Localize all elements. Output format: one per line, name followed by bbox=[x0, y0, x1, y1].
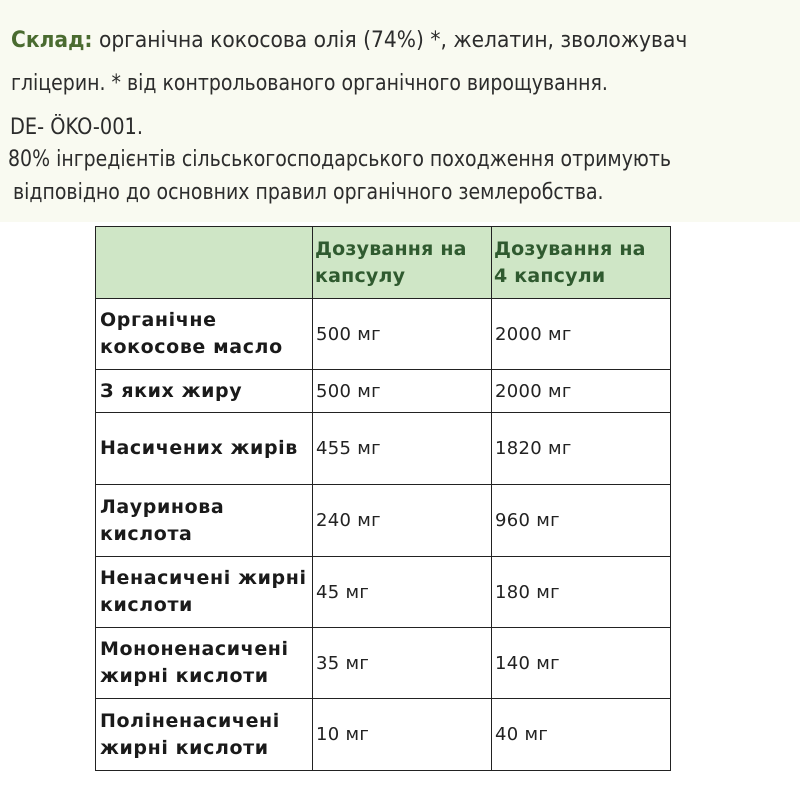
composition-line-4: 80% інгредієнтів сільськогосподарського походження отримують bbox=[8, 147, 672, 172]
row-label: Насичених жирів bbox=[100, 437, 298, 459]
table-row bbox=[96, 413, 671, 485]
per-capsule-cell bbox=[313, 299, 492, 370]
row-label-cell bbox=[96, 628, 313, 699]
header-per-capsule bbox=[313, 227, 492, 299]
row-label: Лауринова кислота bbox=[100, 495, 225, 545]
per-4-capsules-value: 2000 мг bbox=[495, 323, 572, 345]
row-label: Поліненасичені жирні кислоти bbox=[100, 709, 280, 759]
per-4-capsules-value: 2000 мг bbox=[495, 380, 572, 402]
certification-code: DE- ÖKO-001. bbox=[10, 115, 144, 140]
row-label: З яких жиру bbox=[100, 379, 243, 402]
table-row bbox=[96, 699, 671, 771]
per-capsule-value: 500 мг bbox=[316, 323, 381, 345]
table-row bbox=[96, 485, 671, 557]
table-row bbox=[96, 370, 671, 413]
row-label-cell bbox=[96, 557, 313, 628]
row-label: Ненасичені жирні кислоти bbox=[100, 567, 307, 616]
row-label-cell bbox=[96, 413, 313, 485]
per-4-capsules-value: 40 мг bbox=[495, 724, 549, 745]
row-label-cell bbox=[96, 299, 313, 370]
table-row bbox=[96, 299, 671, 370]
composition-text-1: органічна кокосова олія (74%) *, желатин, зволожувач bbox=[92, 28, 688, 53]
per-4-capsules-cell bbox=[492, 370, 671, 413]
per-capsule-cell bbox=[313, 485, 492, 557]
per-capsule-cell bbox=[313, 628, 492, 699]
header-empty-cell bbox=[96, 227, 313, 299]
per-4-capsules-cell bbox=[492, 699, 671, 771]
composition-line-2: гліцерин. * від контрольованого органічного вирощування. bbox=[11, 71, 608, 96]
per-capsule-value: 455 мг bbox=[316, 438, 381, 459]
composition-label: Склад: bbox=[11, 28, 93, 53]
dosage-table bbox=[95, 226, 671, 771]
header-per-4-capsules bbox=[492, 227, 671, 299]
per-4-capsules-value: 1820 мг bbox=[495, 438, 572, 459]
per-4-capsules-cell bbox=[492, 557, 671, 628]
per-capsule-value: 35 мг bbox=[316, 652, 370, 674]
table-row bbox=[96, 628, 671, 699]
per-capsule-cell bbox=[313, 413, 492, 485]
table-row bbox=[96, 557, 671, 628]
composition-panel bbox=[0, 0, 800, 222]
per-capsule-value: 240 мг bbox=[316, 510, 381, 531]
table-header-row bbox=[96, 227, 671, 299]
per-capsule-cell bbox=[313, 370, 492, 413]
header-per-4-capsules-label: Дозування на 4 капсули bbox=[494, 237, 646, 287]
header-per-capsule-label: Дозування на капсулу bbox=[315, 237, 467, 287]
per-capsule-cell bbox=[313, 699, 492, 771]
row-label-cell bbox=[96, 485, 313, 557]
per-4-capsules-cell bbox=[492, 413, 671, 485]
per-4-capsules-cell bbox=[492, 485, 671, 557]
row-label: Органічне кокосове масло bbox=[100, 309, 283, 358]
row-label-cell bbox=[96, 699, 313, 771]
per-4-capsules-cell bbox=[492, 628, 671, 699]
row-label-cell bbox=[96, 370, 313, 413]
per-4-capsules-value: 180 мг bbox=[495, 581, 560, 603]
per-capsule-value: 45 мг bbox=[316, 581, 370, 603]
per-capsule-value: 500 мг bbox=[316, 380, 381, 402]
composition-line-1 bbox=[11, 28, 687, 54]
per-4-capsules-cell bbox=[492, 299, 671, 370]
per-4-capsules-value: 140 мг bbox=[495, 652, 560, 674]
per-capsule-value: 10 мг bbox=[316, 724, 370, 745]
per-capsule-cell bbox=[313, 557, 492, 628]
row-label: Мононенасичені жирні кислоти bbox=[100, 638, 289, 687]
per-4-capsules-value: 960 мг bbox=[495, 510, 560, 531]
composition-line-5: відповідно до основних правил органічного землеробства. bbox=[13, 180, 604, 205]
